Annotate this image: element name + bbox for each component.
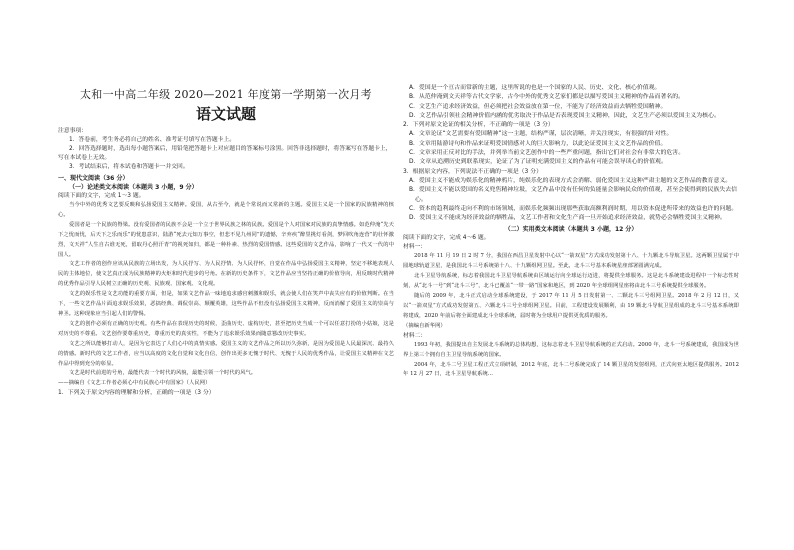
paragraph: 文艺的创作必须有正确的历史观。有些作品在表现历史的时候，歪曲历史、虚构历史，甚至把历史当成一个可以任意打扮的小姑娘，这是对历史的不尊重。文艺创作要尊重历史，尊重历史的真实性，不能为了追求娱乐效果而随意篡改历史事实。 xyxy=(58,320,394,337)
q2-option-b: B．文章用陆游诗句和作品来证明爱国情感对人的巨大影响力，以此论证爱国主义文艺作品的价值。 xyxy=(409,140,667,147)
q2-option-c: C．文章采用正反对比的手法，并列举当前文艺创作中的一些严重问题，指出它们对社会有非常大的危害。 xyxy=(409,150,685,157)
q3-option-c: C．资本的趋利最终走向不利的市场领域，而娱乐化频频出现那些获取高额利润时期，用以资本促进所带来的效益也许的问题。 xyxy=(409,205,738,212)
q1-option-b: B．从范仲淹到文天祥等古代文学家，古今中外的优秀文艺家们都是以描写爱国主义精神的作品而著名的。 xyxy=(409,94,685,101)
paragraph: 2018 年 11 月 19 日 2 时 7 分，我国在西昌卫星发射中心以“一箭双星”方式成功发射第十八、十九颗北斗导航卫星。这两颗卫星属于中圆地球轨道卫星，是我国北斗三号系统第十八、十九颗组网卫星。至此，北斗三号基本系统星座部署圆满完成。 xyxy=(403,253,739,270)
section-heading: 一、现代文阅读（36 分） xyxy=(58,175,129,182)
paragraph: 随后的 2009 年，北斗正式启动全球系统建设，于 2017 年 11 月 5 日发射第一、二颗北斗三号组网卫星。2018 年 2 月 12 日，又以“一箭双星”方式成功发射第五、六颗北斗三号全球组网卫星。目前，工程建设发展顺利，由 19 颗北斗导航卫星组成的北斗三号基本系统即将建成，2020 年前后将全面建成北斗全球系统，届时将为全球用户提供更优质的服务。 xyxy=(403,293,739,319)
paragraph: 北斗卫星导航系统，标志着我国北斗卫星导航系统由区域运行向全球运行迈进，将提供全球服务。这是北斗系统建设进程中一个标志性时刻，从“北斗一号”到“北斗三号”，北斗已覆盖“一带一路”国家和地区，到 2020 年全球组网星座将由北斗三号系统提供全球服务。 xyxy=(403,273,739,290)
q3-option-a: A．爱国主义不能成为娱乐化的精神鸦片，纯娱乐化的表现方式会消解、弱化爱国主义这种严肃主题的文艺作品的教育意义。 xyxy=(409,177,732,184)
source-citation: （摘编自新华网） xyxy=(403,322,446,329)
q2-option-a: A．文章论证“文艺需要有爱国精神”这一主题，结构严谨，层次清晰，并关注现实，有很强的针对性。 xyxy=(409,131,673,138)
notice-heading: 注意事项： xyxy=(58,128,87,134)
paragraph: 文艺是时代前进的号角，最能代表一个时代的风貌，最能引领一个时代的风气。 xyxy=(69,370,257,377)
exam-title: 太和一中高二年级 2020—2021 年度第一学期第一次月考 xyxy=(80,88,372,101)
exam-subtitle: 语文试题 xyxy=(195,105,256,123)
q3-option-b: B．爱国主义不能以爱国的名义兜售精神垃圾，文艺作品中没有任何的负能量会影响民众的价值观，甚至会使得到的民族失去信心。 xyxy=(409,187,738,203)
paragraph: 文艺之所以能够打动人，是因为它表达了人们心中的真情实感。爱国主义的文艺作品之所以历久弥新，是因为爱国是人民最深沉、最持久的情感。新时代的文艺工作者，应当以高度的文化自觉和文化自信，创作出更多无愧于时代、无愧于人民的优秀作品，让爱国主义精神在文艺作品中得到充分的彰显。 xyxy=(58,340,394,367)
question-2: 2．下列对原文论证的相关分析，不正确的一项是（3 分） xyxy=(403,122,554,129)
notice-item-3: 3．考试结束后，将本试卷和答题卡一并交回。 xyxy=(69,164,189,170)
right-column xyxy=(403,0,739,550)
paragraph: 文艺工作者的创作应该从民族的立场出发，为人民抒写、为人民抒情、为人民抒怀，自觉在作品中弘扬爱国主义精神，坚定不移地表现人民的主体地位，使文艺真正成为民族精神的火炬和时代进步的号角。在新的历史条件下，文艺作品应当坚持正确的价值导向，用反映时代精神的优秀作品引导人民树立正确的历史观、民族观、国家观、文化观。 xyxy=(58,261,394,288)
question-1: 1．下列关于原文内容的理解和分析，正确的一项是（3 分） xyxy=(58,390,215,397)
part1-heading: （一）论述类文本阅读（本题共 3 小题，9 分） xyxy=(69,184,198,191)
paragraph: 当今中外的优秀文艺要反映和弘扬爱国主义精神。爱国，从古至今，就是个常说而又常新的主题。爱国主义是一个国家的民族精神的核心。 xyxy=(58,202,394,218)
notice-item-1: 1．答卷前，考生务必将自己的姓名、准考证号填写在答题卡上。 xyxy=(69,137,236,143)
q1-option-c: C．文艺生产追求经济效益，但必须把社会效益放在第一位，不能为了经济效益而去牺牲爱国精神。 xyxy=(409,103,667,110)
paragraph: 1993 年初，我国提出自主发展北斗系统的总体构想，这标志着北斗卫星导航系统的正式启动。2000 年，北斗一号系统建成，我国成为世界上第三个拥有自主卫星导航系统的国家。 xyxy=(403,341,739,358)
part1-intro: 阅读下面的文字，完成 1～3 题。 xyxy=(58,193,145,199)
notice-item-2: 2．回答选择题时，选出每小题答案后，用铅笔把答题卡上对应题目的答案标号涂黑。回答非选择题时，将答案写在答题卡上，写在本试卷上无效。 xyxy=(58,146,392,161)
q3-option-d: D．爱国主义不能成为经济效益的牺牲品，文艺工作者和文化生产商一旦开始追求经济效益，就势必会牺牲爱国主义精神。 xyxy=(409,215,726,222)
q1-option-a: A．爱国是一个亘古而常新的主题，这里所说的也是一个国家的人民、历史、文化、核心价值观。 xyxy=(409,85,661,91)
q2-option-d: D．文章从追溯历史到联系现实，论证了为了证明充满爱国主义的作品有可能会误导读心的价值观。 xyxy=(409,159,667,166)
q1-option-d: D．文艺作品引领社会精神价值内涵的优劣取决于作品是否表现爱国主义精神，因此，文艺生产必须以爱国主义为核心。 xyxy=(409,112,720,119)
left-column xyxy=(58,0,394,550)
material-2-label: 材料二： xyxy=(403,332,427,339)
source-citation: ——摘编自《文艺工作者必须心中有民族心中有国家》（人民网） xyxy=(58,380,211,387)
part2-intro: 阅读下面的文字，完成 4～6 题。 xyxy=(403,235,490,242)
paragraph: 文艺的娱乐性是文艺功能的重要方面，但是，如果文艺作品一味地追求感官刺激和娱乐，就会使人们在笑声中丧失应有的价值判断。在当下，一些文艺作品片面追求娱乐效果，恶搞经典、调侃崇高、颠覆英雄，这些作品不但没有弘扬爱国主义精神，反而消解了爱国主义的崇高与神圣。这种现象应当引起人们的警惕。 xyxy=(58,291,394,317)
question-3: 3．根据原文内容，下列说法不正确的一项是（3 分） xyxy=(403,168,542,175)
paragraph: 爱国者是一个民族的脊梁。没有爱国者的民族不会是一个立于世界民族之林的民族。爱国是个人对国家对民族的真挚情感。如范仲淹“先天下之忧而忧，后天下之乐而乐”的忧患意识，陆游“死去元知万事空，但悲不见九州同”的遗憾，辛弃疾“醉里挑灯看剑，梦回吹角连营”的壮怀激烈，文天祥“人生自古谁无死，留取丹心照汗青”的视死如归，都是一种朴素、热烈的爱国情感。这些爱国的文艺作品，影响了一代又一代的中国人。 xyxy=(58,221,394,258)
paragraph: 2004 年，北斗二号卫星工程正式立项研制，2012 年底，北斗二号系统完成了 14 颗卫星的发射组网，正式向亚太地区提供服务。2012 年 12 月 27 日，北斗卫星导航系统... xyxy=(403,361,739,378)
material-1-label: 材料一： xyxy=(403,244,427,251)
part2-heading: （二）实用类文本阅读（本题共 3 小题，12 分） xyxy=(504,226,638,234)
